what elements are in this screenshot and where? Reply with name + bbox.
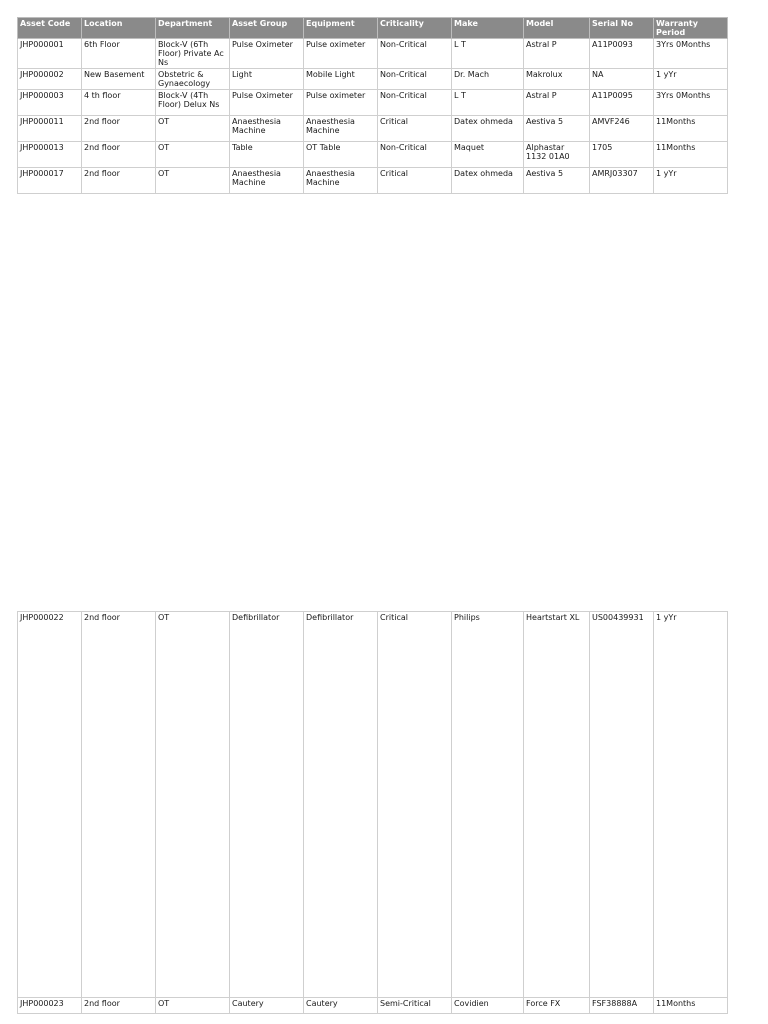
table-row — [18, 142, 728, 168]
cell-criticality: Critical — [378, 116, 452, 142]
cell-location: 2nd floor — [82, 142, 156, 168]
table-row — [18, 90, 728, 116]
cell-equipment: Anaesthesia Machine — [304, 116, 378, 142]
cell-equipment: Mobile Light — [304, 69, 378, 90]
cell-asset-group: Pulse Oximeter — [230, 39, 304, 69]
cell-equipment: OT Table — [304, 142, 378, 168]
cell-warranty-period: 3Yrs 0Months — [654, 39, 728, 69]
cell-serial-no: A11P0093 — [590, 39, 654, 69]
header-model: Model — [524, 18, 590, 39]
cell-serial-no: NA — [590, 69, 654, 90]
cell-serial-no: A11P0095 — [590, 90, 654, 116]
cell-asset-group: Table — [230, 142, 304, 168]
cell-asset-code: JHP000013 — [18, 142, 82, 168]
header-department: Department — [156, 18, 230, 39]
cell-criticality: Non-Critical — [378, 142, 452, 168]
table-header-row — [18, 18, 728, 39]
table-row — [18, 69, 728, 90]
cell-criticality: Critical — [378, 168, 452, 194]
cell-equipment: Cautery — [304, 998, 378, 1014]
cell-model: Aestiva 5 — [524, 168, 590, 194]
cell-model: Force FX — [524, 998, 590, 1014]
cell-asset-group: Pulse Oximeter — [230, 90, 304, 116]
cell-make: Datex ohmeda — [452, 168, 524, 194]
cell-model: Astral P — [524, 39, 590, 69]
cell-department: Obstetric & Gynaecology — [156, 69, 230, 90]
cell-location: 2nd floor — [82, 612, 156, 998]
cell-make: Datex ohmeda — [452, 116, 524, 142]
asset-table-continued — [17, 611, 728, 1014]
cell-department: OT — [156, 116, 230, 142]
cell-asset-group: Light — [230, 69, 304, 90]
table-row — [18, 116, 728, 142]
cell-serial-no: FSF38888A — [590, 998, 654, 1014]
cell-location: 2nd floor — [82, 998, 156, 1014]
cell-make: Philips — [452, 612, 524, 998]
cell-asset-code: JHP000001 — [18, 39, 82, 69]
cell-warranty-period: 1 yYr — [654, 168, 728, 194]
cell-model: Aestiva 5 — [524, 116, 590, 142]
cell-equipment: Anaesthesia Machine — [304, 168, 378, 194]
cell-department: OT — [156, 612, 230, 998]
cell-criticality: Non-Critical — [378, 39, 452, 69]
asset-table — [17, 17, 728, 194]
cell-asset-code: JHP000017 — [18, 168, 82, 194]
cell-department: Block-V (4Th Floor) Delux Ns — [156, 90, 230, 116]
table-row — [18, 612, 728, 998]
cell-asset-code: JHP000022 — [18, 612, 82, 998]
header-asset-group: Asset Group — [230, 18, 304, 39]
cell-location: 2nd floor — [82, 168, 156, 194]
cell-asset-code: JHP000023 — [18, 998, 82, 1014]
cell-serial-no: 1705 — [590, 142, 654, 168]
cell-asset-code: JHP000011 — [18, 116, 82, 142]
cell-warranty-period: 11Months — [654, 998, 728, 1014]
table-row — [18, 168, 728, 194]
header-equipment: Equipment — [304, 18, 378, 39]
header-asset-code: Asset Code — [18, 18, 82, 39]
header-warranty-period: Warranty Period — [654, 18, 728, 39]
cell-department: OT — [156, 142, 230, 168]
header-criticality: Criticality — [378, 18, 452, 39]
cell-serial-no: US00439931 — [590, 612, 654, 998]
cell-asset-group: Defibrillator — [230, 612, 304, 998]
table-row — [18, 998, 728, 1014]
cell-asset-group: Cautery — [230, 998, 304, 1014]
cell-department: OT — [156, 168, 230, 194]
cell-model: Heartstart XL — [524, 612, 590, 998]
header-serial-no: Serial No — [590, 18, 654, 39]
cell-location: 6th Floor — [82, 39, 156, 69]
cell-asset-group: Anaesthesia Machine — [230, 168, 304, 194]
cell-location: New Basement — [82, 69, 156, 90]
cell-location: 4 th floor — [82, 90, 156, 116]
cell-make: L T — [452, 90, 524, 116]
cell-asset-code: JHP000003 — [18, 90, 82, 116]
cell-equipment: Defibrillator — [304, 612, 378, 998]
cell-department: OT — [156, 998, 230, 1014]
cell-model: Astral P — [524, 90, 590, 116]
cell-department: Block-V (6Th Floor) Private Ac Ns — [156, 39, 230, 69]
cell-criticality: Critical — [378, 612, 452, 998]
cell-location: 2nd floor — [82, 116, 156, 142]
cell-warranty-period: 11Months — [654, 116, 728, 142]
cell-make: Dr. Mach — [452, 69, 524, 90]
cell-model: Makrolux — [524, 69, 590, 90]
cell-make: L T — [452, 39, 524, 69]
table-row — [18, 39, 728, 69]
cell-criticality: Non-Critical — [378, 90, 452, 116]
cell-criticality: Semi-Critical — [378, 998, 452, 1014]
cell-asset-code: JHP000002 — [18, 69, 82, 90]
header-location: Location — [82, 18, 156, 39]
cell-serial-no: AMVF246 — [590, 116, 654, 142]
header-make: Make — [452, 18, 524, 39]
cell-asset-group: Anaesthesia Machine — [230, 116, 304, 142]
cell-equipment: Pulse oximeter — [304, 90, 378, 116]
cell-make: Maquet — [452, 142, 524, 168]
cell-criticality: Non-Critical — [378, 69, 452, 90]
cell-equipment: Pulse oximeter — [304, 39, 378, 69]
cell-warranty-period: 3Yrs 0Months — [654, 90, 728, 116]
cell-serial-no: AMRJ03307 — [590, 168, 654, 194]
cell-make: Covidien — [452, 998, 524, 1014]
cell-warranty-period: 1 yYr — [654, 612, 728, 998]
cell-model: Alphastar 1132 01A0 — [524, 142, 590, 168]
cell-warranty-period: 1 yYr — [654, 69, 728, 90]
cell-warranty-period: 11Months — [654, 142, 728, 168]
